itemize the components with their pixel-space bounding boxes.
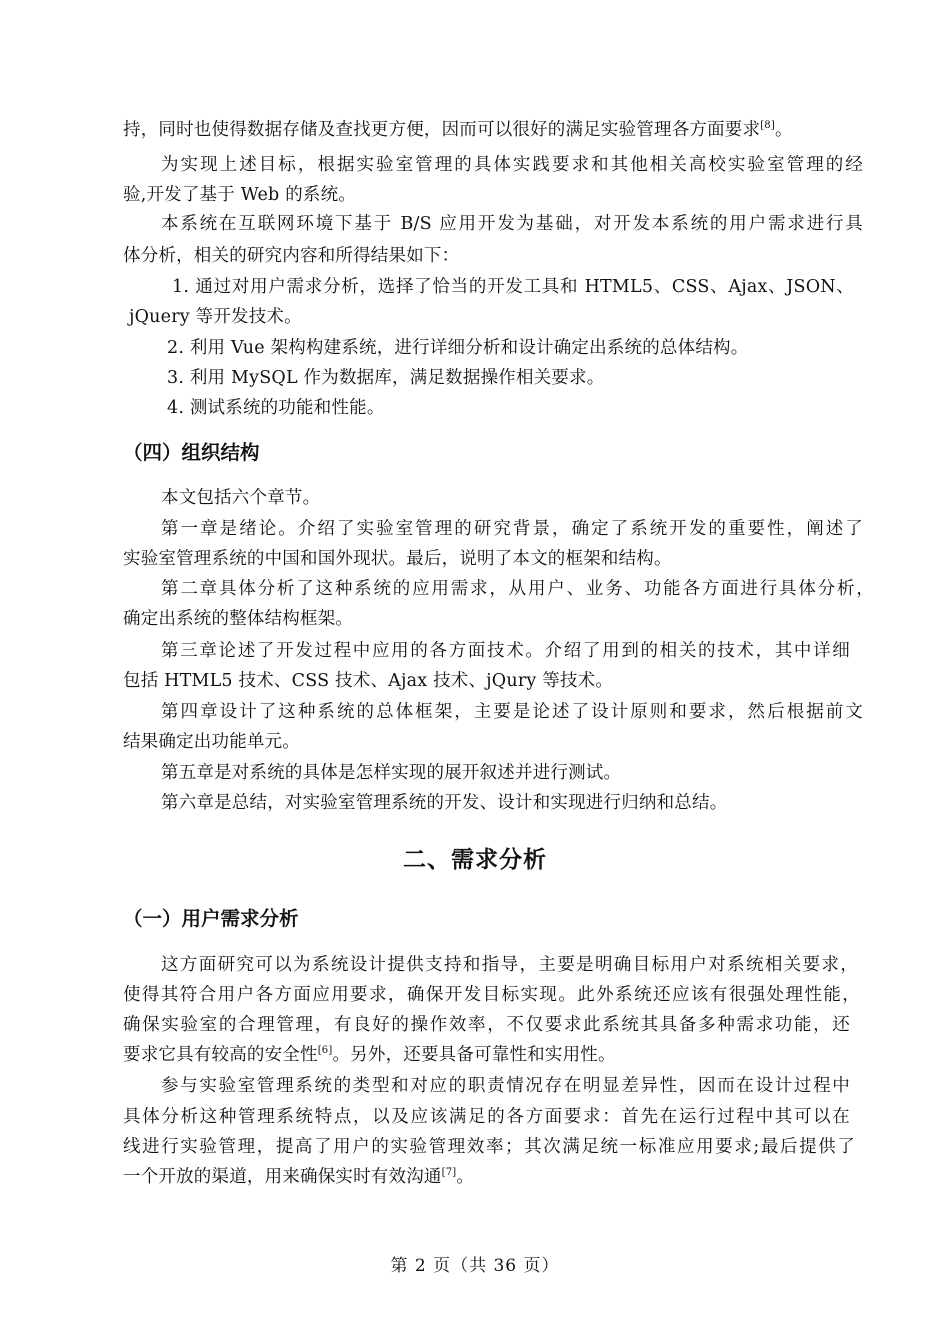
list-item: 2. 利用 Vue 架构构建系统，进行详细分析和设计确定出系统的总体结构。 xyxy=(167,338,749,358)
body-text: 要求它具有较高的安全性 xyxy=(123,1045,318,1065)
body-text: 一个开放的渠道，用来确保实时有效沟通 xyxy=(123,1167,442,1187)
body-text: 。 xyxy=(774,120,793,140)
body-line: 验,开发了基于 Web 的系统。 xyxy=(123,185,357,205)
body-line: 线进行实验管理，提高了用户的实验管理效率；其次满足统一标准应用要求;最后提供了 xyxy=(123,1137,855,1157)
body-line xyxy=(123,118,793,142)
citation-ref: [7] xyxy=(441,1167,457,1178)
body-line: 这方面研究可以为系统设计提供支持和指导，主要是明确目标用户对系统相关要求， xyxy=(161,955,858,975)
list-item-continuation: jQuery 等开发技术。 xyxy=(129,307,302,327)
body-line: 包括 HTML5 技术、CSS 技术、Ajax 技术、jQury 等技术。 xyxy=(123,671,614,691)
body-line xyxy=(123,1165,474,1189)
body-line: 本文包括六个章节。 xyxy=(161,488,321,508)
body-text: 。 xyxy=(456,1167,475,1187)
body-line: 第六章是总结，对实验室管理系统的开发、设计和实现进行归纳和总结。 xyxy=(161,793,728,813)
citation-ref: [6] xyxy=(317,1045,333,1056)
body-line: 参与实验室管理系统的类型和对应的职责情况存在明显差异性，因而在设计过程中 xyxy=(161,1076,850,1096)
body-text: 持，同时也使得数据存储及查找更方便，因而可以很好的满足实验管理各方面要求 xyxy=(123,120,761,140)
body-line: 第三章论述了开发过程中应用的各方面技术。介绍了用到的相关的技术，其中详细 xyxy=(161,641,850,661)
body-line: 第二章具体分析了这种系统的应用需求，从用户、业务、功能各方面进行具体分析， xyxy=(161,579,874,599)
list-item: 4. 测试系统的功能和性能。 xyxy=(167,398,385,418)
body-line: 结果确定出功能单元。 xyxy=(123,732,300,752)
list-item: 1. 通过对用户需求分析，选择了恰当的开发工具和 HTML5、CSS、Ajax、JSON、 xyxy=(172,277,854,297)
body-line: 确定出系统的整体结构框架。 xyxy=(123,609,354,629)
body-line: 为实现上述目标，根据实验室管理的具体实践要求和其他相关高校实验室管理的经 xyxy=(161,155,863,175)
body-line: 确保实验室的合理管理，有良好的操作效率，不仅要求此系统其具备多种需求功能，还 xyxy=(123,1015,850,1035)
body-line: 具体分析这种管理系统特点，以及应该满足的各方面要求：首先在运行过程中其可以在 xyxy=(123,1107,850,1127)
body-line: 实验室管理系统的中国和国外现状。最后，说明了本文的框架和结构。 xyxy=(123,549,672,569)
body-line: 使得其符合用户各方面应用要求，确保开发目标实现。此外系统还应该有很强处理性能， xyxy=(123,985,860,1005)
page-number-footer: 第 2 页（共 36 页） xyxy=(390,1256,560,1276)
body-text: 。另外，还要具备可靠性和实用性。 xyxy=(332,1045,616,1065)
body-line: 第四章设计了这种系统的总体框架，主要是论述了设计原则和要求，然后根据前文 xyxy=(161,702,863,722)
chapter-title: 二、需求分析 xyxy=(403,847,547,873)
body-line: 第五章是对系统的具体是怎样实现的展开叙述并进行测试。 xyxy=(161,763,622,783)
body-line: 本系统在互联网环境下基于 B/S 应用开发为基础，对开发本系统的用户需求进行具 xyxy=(161,214,863,234)
section-heading: （一）用户需求分析 xyxy=(123,907,299,930)
body-line: 体分析，相关的研究内容和所得结果如下： xyxy=(123,246,460,266)
citation-ref: [8] xyxy=(760,120,775,131)
list-item: 3. 利用 MySQL 作为数据库，满足数据操作相关要求。 xyxy=(167,368,605,388)
section-heading: （四）组织结构 xyxy=(123,441,260,464)
body-line: 第一章是绪论。介绍了实验室管理的研究背景，确定了系统开发的重要性，阐述了 xyxy=(161,519,863,539)
body-line xyxy=(123,1043,616,1067)
